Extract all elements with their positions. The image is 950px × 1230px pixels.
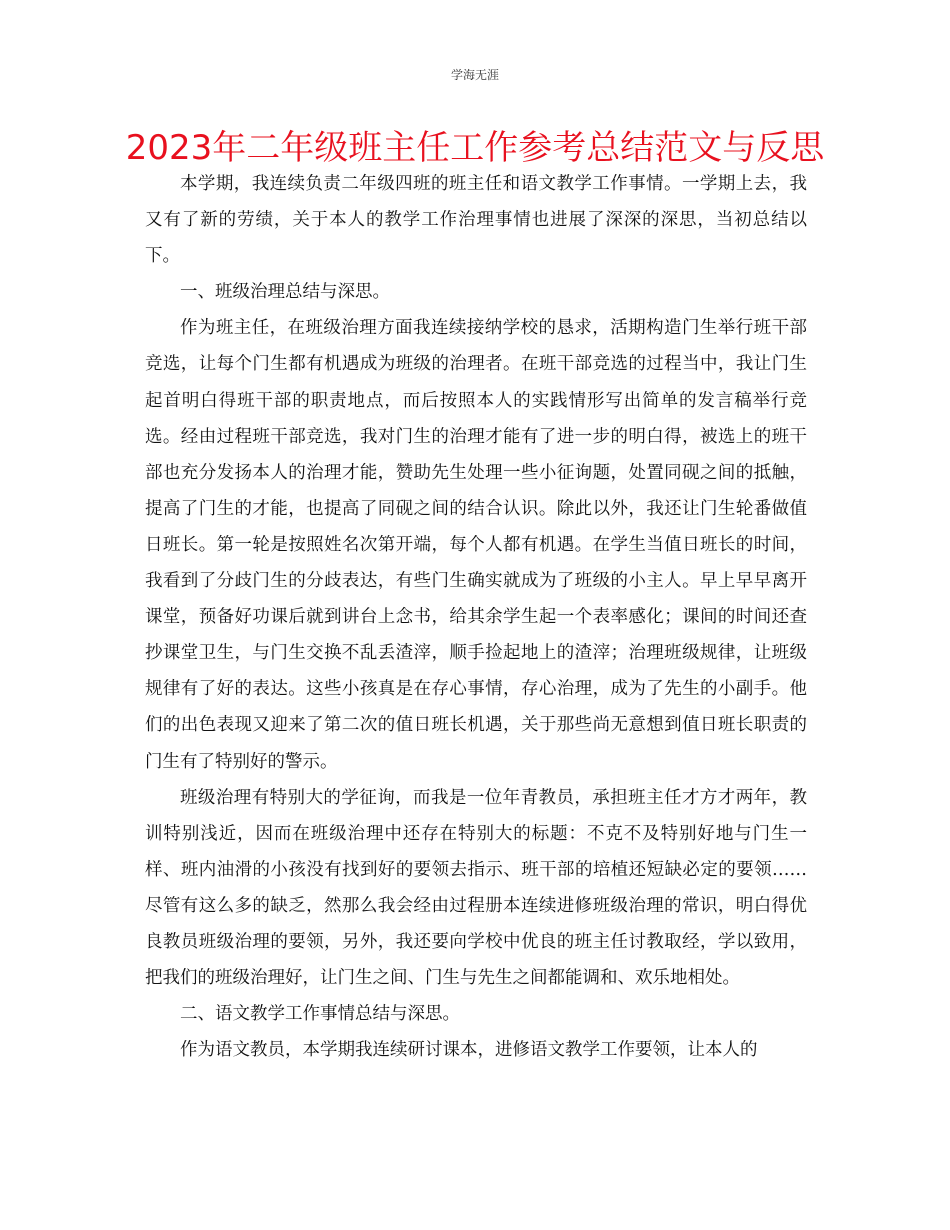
section-heading-class-management: 一、班级治理总结与深思。 — [180, 282, 390, 303]
section-heading-chinese-teaching: 二、语文教学工作事情总结与深思。 — [180, 1004, 460, 1025]
document-body — [145, 166, 807, 1068]
paragraph-chinese-teaching: 作为语文教员，本学期我连续研讨课本，进修语文教学工作要领，让本人的 — [180, 1040, 758, 1061]
paragraph-class-management-reflection: 班级治理有特别大的学征询，而我是一位年青教员，承担班主任才方才两年，教训特别浅近，因而在班级治理中还存在特别大的标题：不克不及特别好地与门生一样、班内油滑的小孩没有找到好的要领去指示、班干部的培植还短缺必定的要领……尽管有这么多的缺乏，然那么我会经由过程册本连续进修班级治理的常识，明白得优良教员班级治理的要领，另外，我还要向学校中优良的班主任讨教取经，学以致用，把我们的班级治理好，让门生之间、门生与先生之间都能调和、欢乐地相处。 — [145, 787, 807, 989]
page-header: 学海无涯 — [450, 68, 499, 82]
paragraph-class-management: 作为班主任，在班级治理方面我连续接纳学校的恳求，活期构造门生举行班干部竞选，让每个门生都有机遇成为班级的治理者。在班干部竞选的过程当中，我让门生起首明白得班干部的职责地点，而后按照本人的实践情形写出简单的发言稿举行竞选。经由过程班干部竞选，我对门生的治理才能有了进一步的明白得，被选上的班干部也充分发扬本人的治理才能，赞助先生处理一些小征询题，处置同砚之间的抵触，提高了门生的才能，也提高了同砚之间的结合认识。除此以外，我还让门生轮番做值日班长。第一轮是按照姓名次第开端，每个人都有机遇。在学生当值日班长的时间，我看到了分歧门生的分歧表达，有些门生确实就成为了班级的小主人。早上早早离开课堂，预备好功课后就到讲台上念书，给其余学生起一个表率感化；课间的时间还查抄课堂卫生，与门生交换不乱丢渣滓，顺手捡起地上的渣滓；治理班级规律，让班级规律有了好的表达。这些小孩真是在存心事情，存心治理，成为了先生的小副手。他们的出色表现又迎来了第二次的值日班长机遇，关于那些尚无意想到值日班长职责的门生有了特别好的警示。 — [145, 318, 807, 772]
paragraph-intro: 本学期，我连续负责二年级四班的班主任和语文教学工作事情。一学期上去，我又有了新的劳绩，关于本人的教学工作治理事情也进展了深深的深思，当初总结以下。 — [145, 174, 807, 267]
document-title: 2023年二年级班主任工作参考总结范文与反思 — [125, 128, 825, 168]
